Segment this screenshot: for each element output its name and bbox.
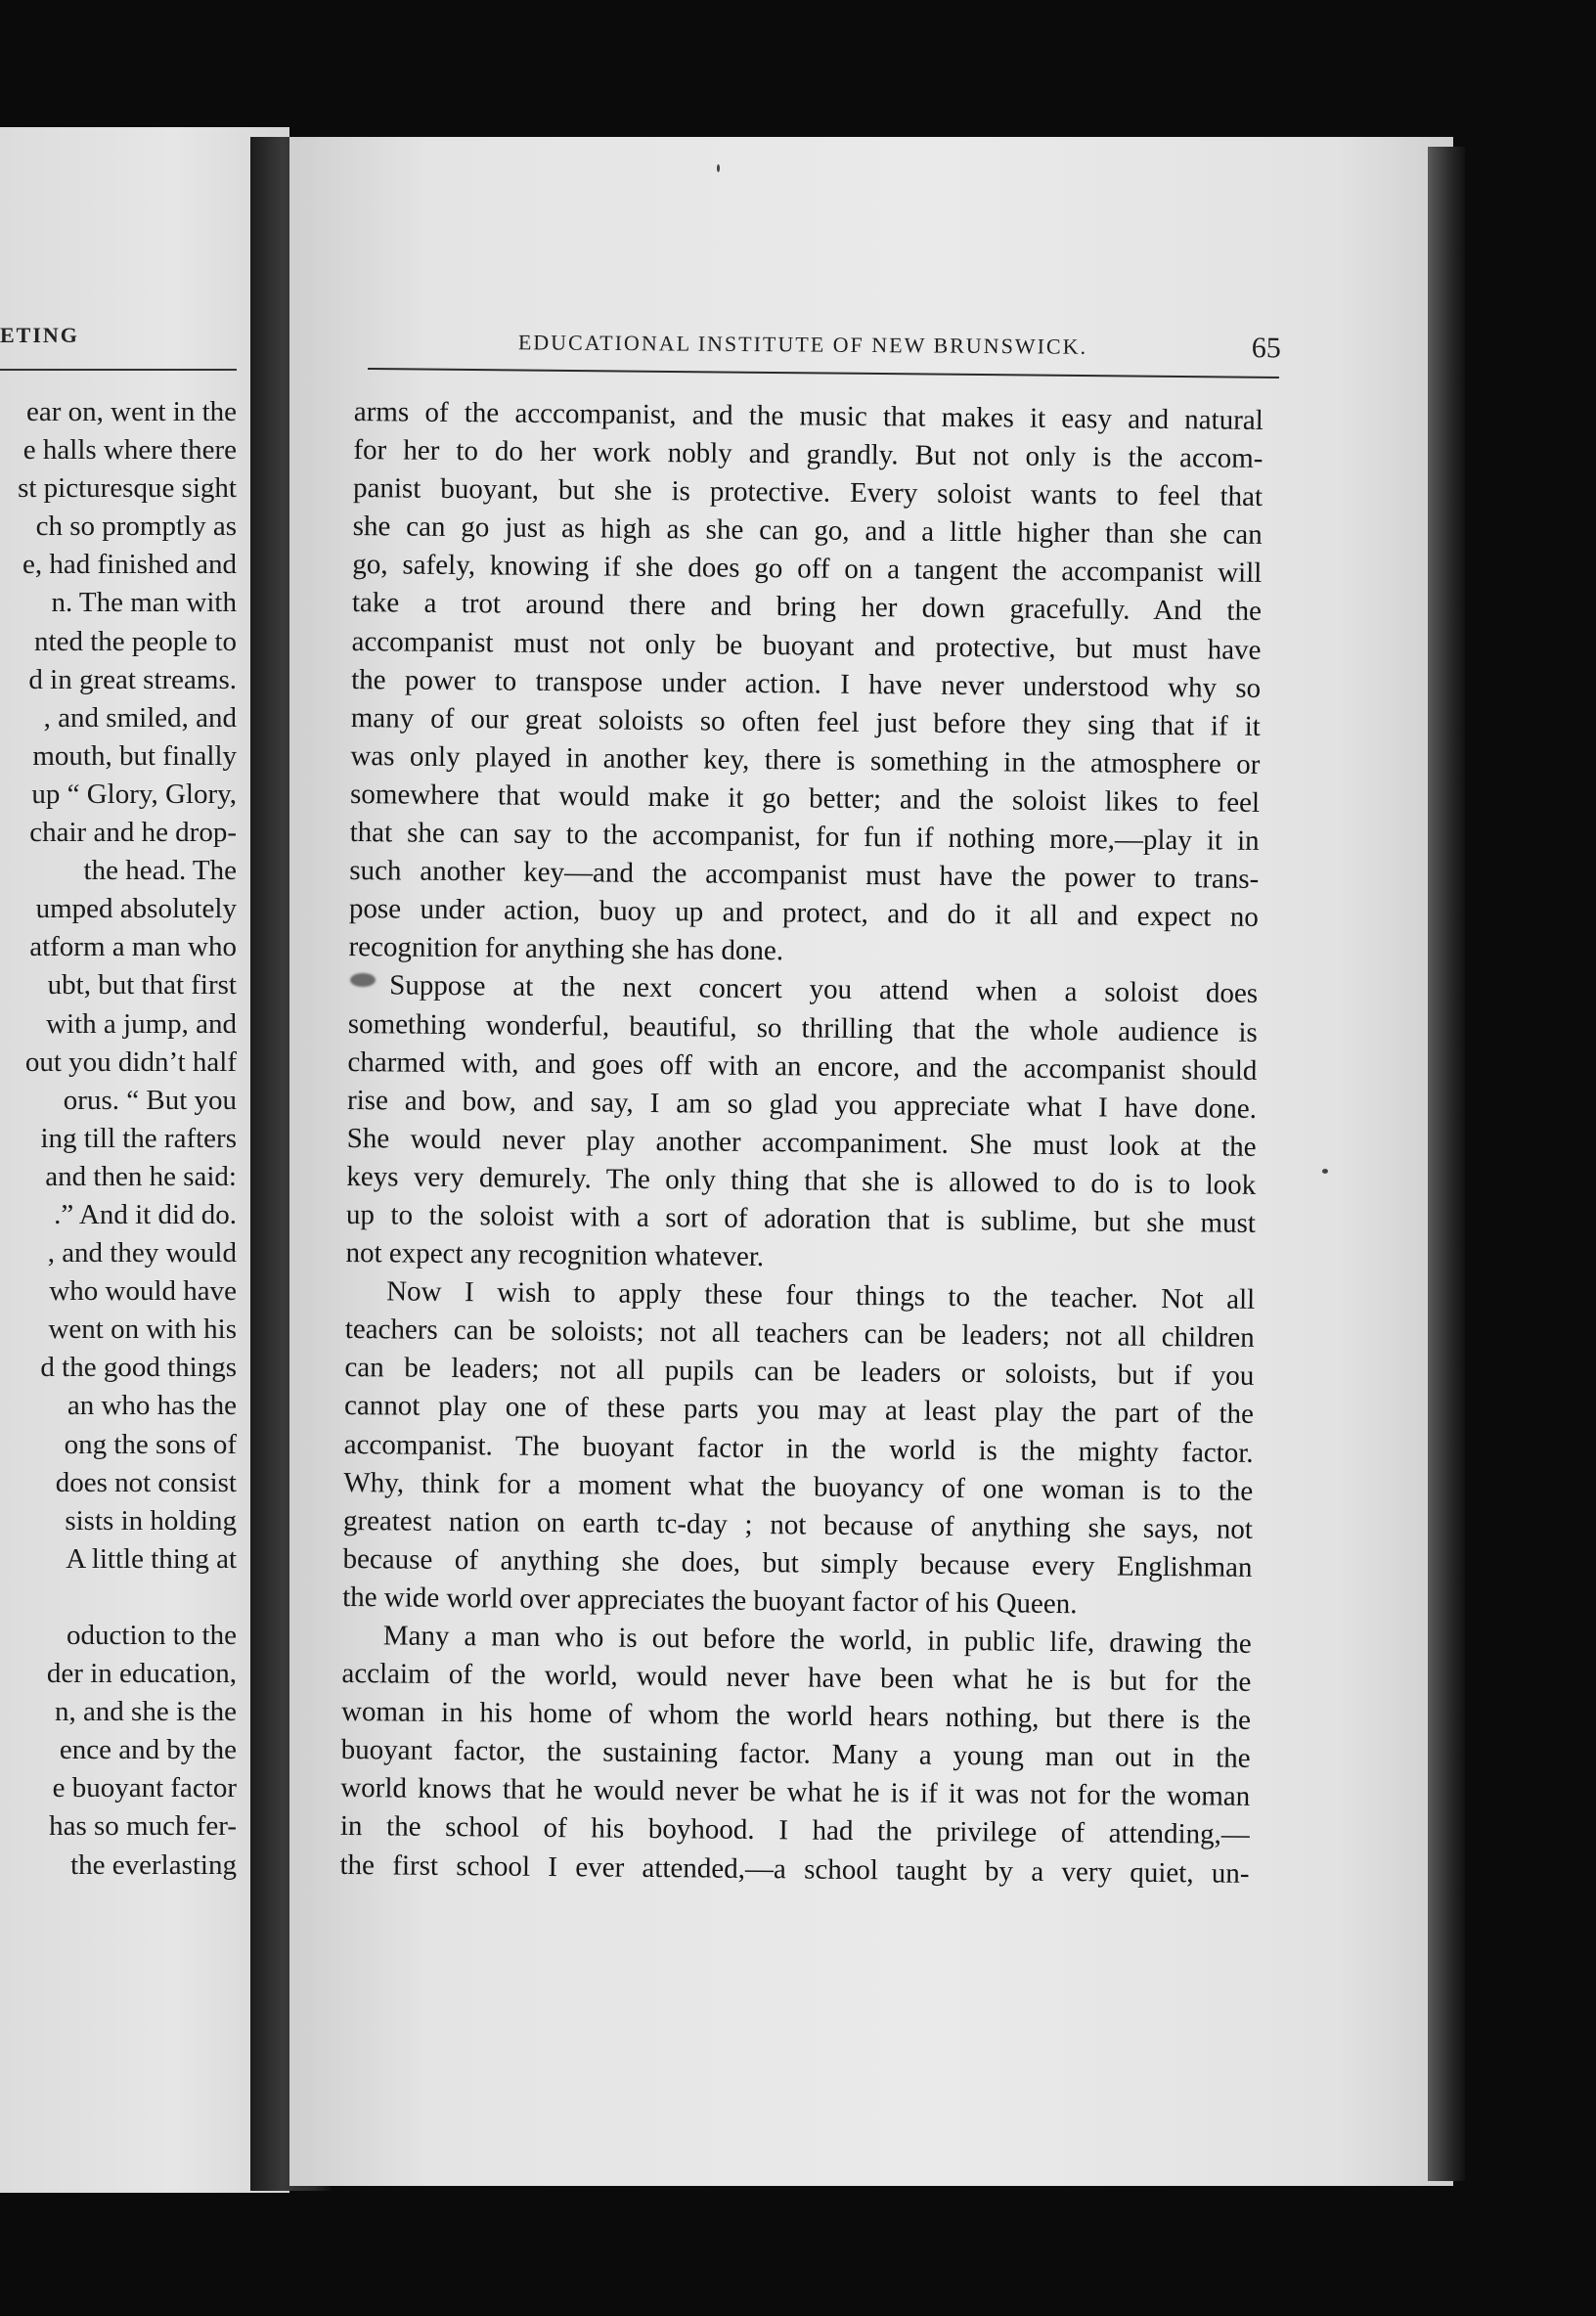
left-page-line: e buoyant factor	[52, 1772, 237, 1804]
left-page-line: the everlasting	[70, 1848, 237, 1881]
left-page-line: who would have	[49, 1275, 237, 1308]
body-line: can be leaders; not all pupils can be leaders or soloists, but if you	[344, 1352, 1255, 1393]
body-line: teachers can be soloists; not all teachers can be leaders; not all children	[344, 1314, 1255, 1355]
left-page-line: chair and he drop-	[29, 817, 237, 849]
right-page-edge	[1428, 147, 1465, 2181]
body-line: charmed with, and goes off with an encore, and the accompanist should	[347, 1046, 1258, 1087]
body-line: rise and bow, and say, I am so glad you appreciate what I have done.	[346, 1084, 1258, 1125]
body-line: cannot play one of these parts you may at least play the part of the	[343, 1390, 1255, 1431]
body-line: was only played in another key, there is something in the atmosphere or	[350, 739, 1261, 780]
ink-blot	[350, 973, 376, 987]
body-line: Many a man who is out before the world, in public life, drawing the	[382, 1620, 1252, 1660]
left-page-line: nted the people to	[34, 625, 237, 657]
left-page-line: the head. The	[83, 855, 237, 887]
body-line: arms of the acccompanist, and the music that makes it easy and natural	[353, 395, 1264, 436]
left-page-line: d the good things	[40, 1352, 237, 1384]
left-page-line: n. The man with	[51, 587, 237, 619]
speck	[1322, 1169, 1328, 1174]
left-page-line: ing till the rafters	[40, 1122, 237, 1154]
body-line: such another key—and the accompanist must have the power to trans-	[349, 855, 1260, 896]
left-page-line: atform a man who	[29, 931, 237, 963]
body-line: acclaim of the world, would never have been what he is but for the	[341, 1658, 1252, 1698]
body-line: pose under action, buoy up and protect, and do it all and expect no	[348, 893, 1260, 934]
body-line: she can go just as high as she can go, and a little higher than she can	[352, 511, 1263, 552]
running-head: EDUCATIONAL INSTITUTE OF NEW BRUNSWICK.	[517, 330, 1088, 359]
body-line: somewhere that would make it go better; and the soloist likes to feel	[349, 778, 1261, 819]
body-line: the wide world over appreciates the buoyant factor of his Queen.	[342, 1581, 1078, 1621]
body-line: Suppose at the next concert you attend when a soloist does	[389, 969, 1259, 1010]
left-page-line: up “ Glory, Glory,	[31, 778, 237, 810]
body-line: because of anything she does, but simply because every Englishman	[342, 1542, 1253, 1583]
page-header	[368, 329, 1281, 375]
body-line: for her to do her work nobly and grandly. But not only is the accom-	[353, 434, 1264, 475]
body-line: world knows that he would never be what he is if it was not for the woman	[340, 1772, 1251, 1813]
left-page-line: st picturesque sight	[18, 472, 237, 505]
left-page-line: , and they would	[47, 1237, 237, 1269]
left-page-line: umped absolutely	[35, 893, 237, 925]
left-page	[0, 127, 289, 2193]
left-page-line: went on with his	[48, 1314, 237, 1346]
left-page-line: A little thing at	[66, 1542, 237, 1575]
body-line: not expect any recognition whatever.	[345, 1237, 765, 1273]
left-page-line: e, had finished and	[22, 549, 237, 581]
left-page-line: an who has the	[66, 1390, 237, 1422]
body-line: buoyant factor, the sustaining factor. Many a young man out in the	[340, 1734, 1251, 1775]
body-line: in the school of his boyhood. I had the privilege of attending,—	[339, 1810, 1251, 1851]
left-page-line: orus. “ But you	[63, 1084, 237, 1116]
left-page-line: out you didn’t half	[24, 1046, 237, 1078]
left-page-line: mouth, but finally	[32, 739, 237, 772]
body-line: up to the soloist with a sort of adoration that is sublime, but she must	[345, 1198, 1257, 1239]
body-line: many of our great soloists so often feel just before they sing that if it	[350, 701, 1261, 742]
left-page-line	[0, 1579, 237, 1617]
left-page-line: and then he said:	[45, 1160, 237, 1192]
left-page-line: ence and by the	[59, 1734, 237, 1766]
left-page-line: der in education,	[46, 1658, 237, 1690]
body-line: take a trot around there and bring her down gracefully. And the	[351, 587, 1263, 628]
body-line: go, safely, knowing if she does go off on a tangent the accompanist will	[352, 549, 1263, 590]
left-page-line: ubt, but that first	[47, 969, 237, 1002]
body-line: woman in his home of whom the world hears nothing, but there is the	[340, 1696, 1252, 1737]
body-line: the power to transpose under action. I have never understood why so	[351, 663, 1262, 704]
left-page-line: , and smiled, and	[43, 701, 237, 734]
left-page-line: ch so promptly as	[35, 511, 237, 543]
left-header-rule	[0, 369, 237, 371]
body-line: greatest nation on earth tc-day ; not because of anything she says, not	[342, 1504, 1254, 1545]
speck	[717, 164, 720, 172]
body-line: that she can say to the accompanist, for fun if nothing more,—play it in	[349, 817, 1260, 857]
left-page-line: oduction to the	[66, 1620, 237, 1651]
left-page-line: ong the sons of	[64, 1428, 237, 1460]
body-line: accompanist. The buoyant factor in the world is the mighty factor.	[343, 1428, 1254, 1469]
left-page-text	[0, 393, 237, 1885]
body-text	[339, 393, 1264, 1893]
body-line: keys very demurely. The only thing that she is allowed to do is to look	[346, 1160, 1257, 1201]
left-page-line: sists in holding	[65, 1504, 237, 1537]
body-line: accompanist must not only be buoyant and protective, but must have	[351, 625, 1262, 666]
left-page-line: .” And it did do.	[54, 1198, 237, 1230]
page-number: 65	[1251, 332, 1282, 365]
body-line: something wonderful, beautiful, so thrilling that the whole audience is	[347, 1007, 1258, 1048]
body-line: panist buoyant, but she is protective. Every soloist wants to feel that	[352, 472, 1264, 513]
body-line: Why, think for a moment what the buoyancy of one woman is to the	[343, 1466, 1254, 1507]
left-page-line: with a jump, and	[46, 1007, 237, 1040]
left-page-line: ear on, went in the	[25, 396, 237, 427]
left-page-line: e halls where there	[22, 434, 237, 467]
body-line: She would never play another accompaniment. She must look at the	[346, 1122, 1257, 1163]
body-line: Now I wish to apply these four things to the teacher. Not all	[386, 1275, 1256, 1316]
body-line: recognition for anything she has done.	[348, 931, 784, 967]
left-page-line: has so much fer-	[49, 1810, 237, 1843]
left-page-line: does not consist	[55, 1466, 237, 1498]
body-line: the first school I ever attended,—a school taught by a very quiet, un-	[339, 1848, 1250, 1890]
left-page-line: d in great streams.	[28, 663, 237, 695]
left-running-head: ETING	[0, 323, 79, 347]
left-page-line: n, and she is the	[54, 1696, 237, 1728]
